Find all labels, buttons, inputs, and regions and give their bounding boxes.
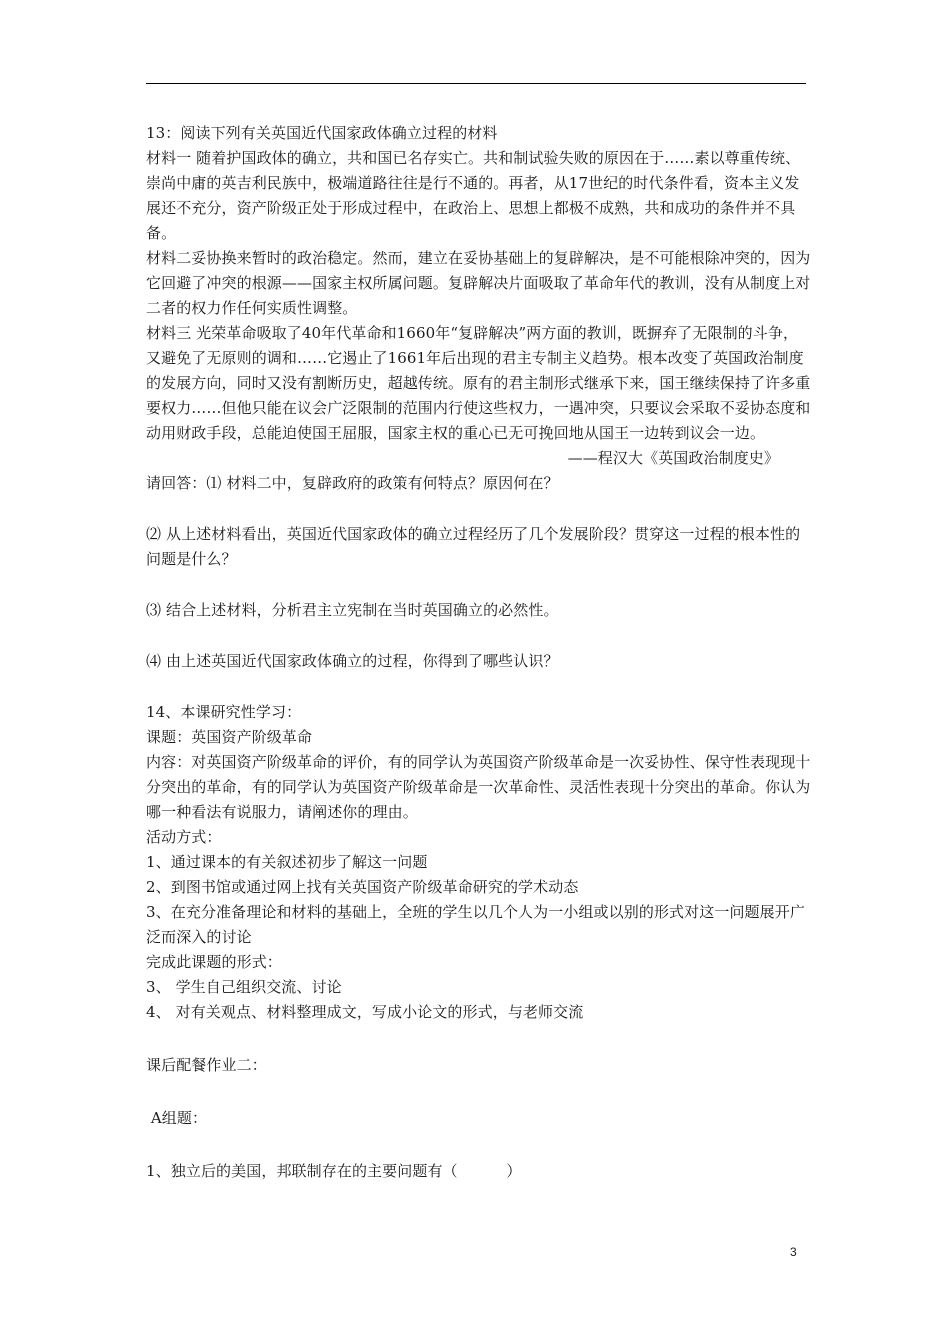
form-4: 4、 对有关观点、材料整理成文，写成小论文的形式，与老师交流	[146, 1003, 584, 1021]
q14-topic: 课题：英国资产阶级革命	[146, 728, 313, 746]
q13-title: 13：阅读下列有关英国近代国家政体确立过程的材料	[146, 124, 498, 142]
source-citation: ——程汉大《英国政治制度史》	[567, 449, 779, 467]
question-1: 请回答：⑴ 材料二中，复辟政府的政策有何特点？原因何在？	[146, 474, 559, 492]
material-2: 材料二妥协换来暂时的政治稳定。然而，建立在妥协基础上的复辟解决，是不可能根除冲突的，因为它回避了冲突的根源——国家主权所属问题。复辟解决片面吸取了革命年代的教训，没有从制度上对二者的权力作任何实质性调整。	[146, 249, 811, 317]
material-3: 材料三 光荣革命吸取了40年代革命和1660年“复辟解决”两方面的教训，既摒弃了无限制的斗争，又避免了无原则的调和……它遏止了1661年后出现的君主专制主义趋势。根本改变了英国政治制度的发展方向，同时又没有割断历史，超越传统。原有的君主制形式继承下来，国王继续保持了许多重要权力……但他只能在议会广泛限制的范围内行使这些权力，一遇冲突，只要议会采取不妥协态度和动用财政手段，总能迫使国王屈服，国家主权的重心已无可挽回地从国王一边转到议会一边。	[146, 324, 811, 442]
question-2: ⑵ 从上述材料看出，英国近代国家政体的确立过程经历了几个发展阶段？贯穿这一过程的根本性的问题是什么？	[146, 525, 801, 568]
q14-title: 14、本课研究性学习：	[146, 703, 302, 721]
material-1: 材料一 随着护国政体的确立，共和国已名存实亡。共和制试验失败的原因在于……素以尊重传统、崇尚中庸的英吉利民族中，极端道路往往是行不通的。再者，从17世纪的时代条件看，资本主义发展还不充分，资产阶级正处于形成过程中，在政治上、思想上都极不成熟，共和成功的条件并不具备。	[146, 149, 801, 242]
form-3: 3、 学生自己组织交流、讨论	[146, 978, 342, 996]
homework-group: A组题：	[146, 1109, 208, 1127]
activity-3: 3、在充分准备理论和材料的基础上，全班的学生以几个人为一小组或以别的形式对这一问题展开广泛而深入的讨论	[146, 903, 805, 946]
form-title: 完成此课题的形式：	[146, 953, 282, 971]
question-3: ⑶ 结合上述材料，分析君主立宪制在当时英国确立的必然性。	[146, 601, 559, 619]
activity-1: 1、通过课本的有关叙述初步了解这一问题	[146, 853, 428, 871]
q14-content: 内容：对英国资产阶级革命的评价，有的同学认为英国资产阶级革命是一次妥协性、保守性表现现十分突出的革命，有的同学认为英国资产阶级革命是一次革命性、灵活性表现十分突出的革命。你认为哪一种看法有说服力，请阐述你的理由。	[146, 753, 811, 821]
homework-question-1: 1、独立后的美国，邦联制存在的主要问题有（ ）	[146, 1162, 522, 1180]
header-rule	[146, 83, 806, 84]
page-number: 3	[790, 1245, 797, 1259]
question-4: ⑷ 由上述英国近代国家政体确立的过程，你得到了哪些认识？	[146, 652, 559, 670]
activity-title: 活动方式：	[146, 828, 222, 846]
activity-2: 2、到图书馆或通过网上找有关英国资产阶级革命研究的学术动态	[146, 878, 579, 896]
document-body	[146, 121, 811, 1184]
homework-title: 课后配餐作业二：	[146, 1056, 267, 1074]
